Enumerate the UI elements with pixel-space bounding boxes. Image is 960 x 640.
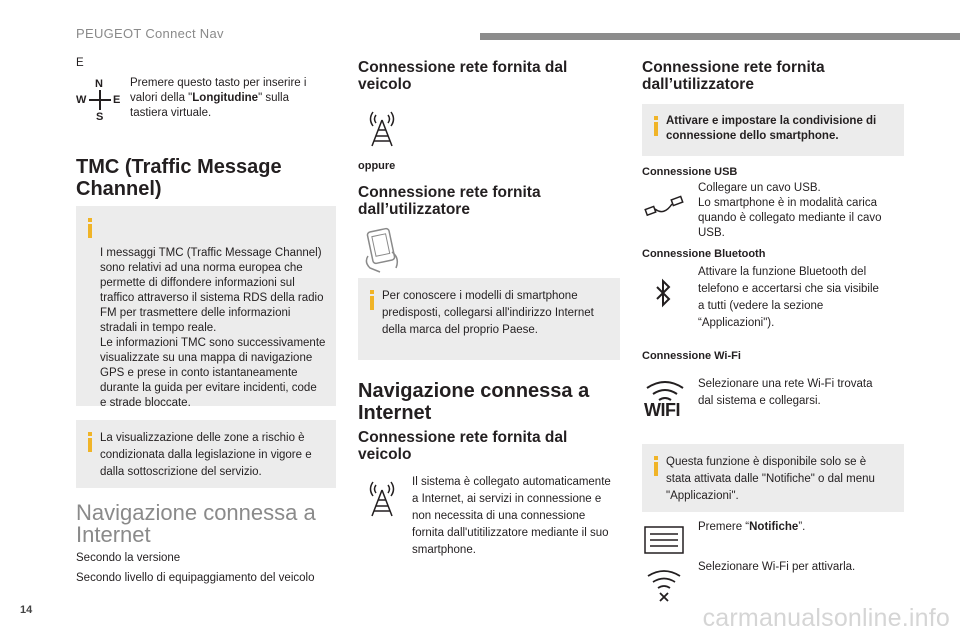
phone-info-box [358, 278, 620, 360]
compass-icon [74, 78, 124, 126]
bluetooth-text: Attivare la funzione Bluetooth del telefono e accertarsi che sia visibile a tutti (vedere la sezione “Applicazioni"). [698, 266, 879, 329]
version-text-2: Secondo livello di equipaggiamento del veicolo [76, 572, 315, 584]
risk-info-text: La visualizzazione delle zone a rischio è condizionata dalla legislazione in vigore e dalla sottoscrizione del servizio. [100, 432, 312, 478]
user-connection-title-col3: Connessione rete fornita dall’utilizzatore [642, 59, 825, 93]
info-icon [651, 456, 662, 476]
version-text-1: Secondo la versione [76, 552, 181, 564]
nav-connected-title-2: Navigazione connessa a Internet [358, 380, 590, 424]
compass-w: W [76, 94, 87, 106]
header-bar [480, 33, 960, 40]
letter-e: E [76, 57, 84, 69]
notifications-list-icon [644, 526, 684, 554]
tmc-info-box [76, 206, 336, 409]
info-icon [651, 116, 662, 136]
compass-n: N [95, 78, 103, 90]
page-number: 14 [20, 604, 33, 616]
watermark: carmanualsonline.info [702, 604, 950, 632]
premere-notifiche-text: Premere “Notifiche”. [698, 521, 806, 533]
usb-text: Collegare un cavo USB. Lo smartphone è in modalità carica quando è collegato mediante il cavo USB. [698, 182, 882, 239]
notif-info-text: Questa funzione è disponibile solo se è stata attivata dalle "Notifiche" o dal menu "Applicazioni". [666, 456, 875, 502]
tmc-title: TMC (Traffic Message Channel) [76, 156, 282, 200]
info-icon [85, 432, 96, 452]
wifi-title: Connessione Wi-Fi [642, 350, 741, 362]
wifi-label: WIFI [644, 400, 680, 420]
wifi-icon [644, 380, 686, 422]
compass-e: E [113, 94, 121, 106]
info-icon [367, 290, 378, 310]
nav-connected-title: Navigazione connessa a Internet [76, 500, 316, 547]
notif-info-box [642, 444, 904, 512]
info-icon [85, 218, 96, 238]
wifi-activate-text: Selezionare Wi-Fi per attivarla. [698, 561, 856, 573]
oppure-label: oppure [358, 160, 396, 172]
bluetooth-title: Connessione Bluetooth [642, 248, 766, 260]
longitude-text: Premere questo tasto per inserire i valori della "Longitudine" sulla tastiera virtuale. [130, 77, 307, 119]
antenna-icon [364, 108, 400, 148]
risk-info-box [76, 420, 336, 488]
wifi-text: Selezionare una rete Wi-Fi trovata dal sistema e collegarsi. [698, 378, 873, 407]
vehicle-connection-title-2: Connessione rete fornita dal veicolo [358, 429, 568, 463]
share-info-text: Attivare e impostare la condivisione di connessione dello smartphone. [666, 115, 877, 142]
smartphone-hand-icon [362, 226, 406, 274]
user-connection-title: Connessione rete fornita dall’utilizzatore [358, 184, 541, 218]
usb-title: Connessione USB [642, 166, 738, 178]
bluetooth-icon [654, 278, 674, 308]
phone-info-text: Per conoscere i modelli di smartphone predisposti, collegarsi all'indirizzo Internet della marca del proprio Paese. [382, 290, 594, 336]
antenna-icon [364, 478, 400, 518]
vehicle-connection-title: Connessione rete fornita dal veicolo [358, 59, 568, 93]
wifi-off-icon [646, 568, 682, 602]
share-info-box [642, 104, 904, 156]
header-title: PEUGEOT Connect Nav [76, 26, 224, 41]
compass-s: S [96, 111, 104, 123]
tmc-info-text: I messaggi TMC (Traffic Message Channel) sono relativi ad una norma europea che permette di diffondere informazioni sul traffico attraverso il sistema RDS della radio FM per trasmettere delle informazioni stradali in tempo reale. Le informazioni TMC sono successivamente visualizzate su una mappa di navigazione GPS e prese in conto istantaneamente durante la guida per evitare incidenti, code e strade bloccate. [100, 247, 326, 409]
usb-cable-icon [644, 192, 686, 222]
auto-connection-text: Il sistema è collegato automaticamente a Internet, ai servizi in connessione e non necessita di una connessione fornita dall'utitilizzatore mediante il suo smartphone. [412, 476, 611, 556]
